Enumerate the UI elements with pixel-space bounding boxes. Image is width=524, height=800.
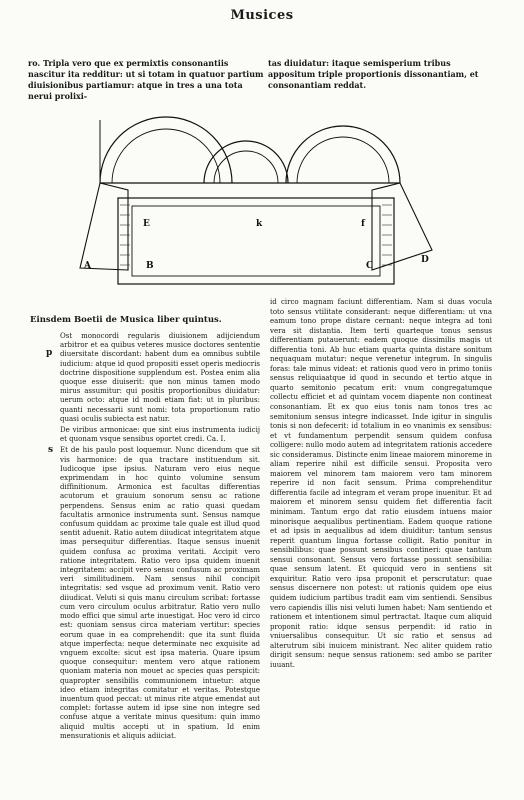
left-paragraph-1: Ost monocordi regularis diuisionem adijciendum arbitror et ea quibus veteres musice doctores sententie diuersitate discordant: habent dum ea omnibus subtile iudicium: atque id quod propositi esset operis mediocris doctrine dispositione supplendum est. Postea enim alia quoque esse diuiserit: que non minus tamen modo mirus assumitur: qui positis proportionibus diuidatur: uerum octo: atque id modi etiam fiat: ut in pluribus: quanti necessarii sunt nomi: tota proportionum ratio quasi oculis subiecta est natur. — [60, 332, 260, 423]
diagram-arc-middle-inner — [214, 151, 278, 183]
intro-text-right: tas diuidatur: itaque semisperium tribus appositum triple proportionis dissonantiam, et consonantiam reddat. — [268, 58, 479, 90]
diagram-arc-right-inner — [297, 137, 389, 183]
page-title: Musices — [230, 8, 294, 23]
left-bridge — [80, 183, 128, 270]
left-column-text — [60, 332, 260, 743]
label-d: D — [421, 255, 429, 265]
intro-text-left: ro. Tripla vero que ex permixtis consonantiis nascitur ita redditur: ut si totam in quatuor partium diuisionibus partiamur: atque in tres a una tota nerui prolixi- — [28, 58, 264, 101]
diagram-arc-large — [100, 117, 232, 183]
label-e: E — [143, 219, 150, 229]
left-paragraph-2: De viribus armonicae: que sint eius instrumenta iudicij et quonam vsque sensibus oportet credi. Ca. I. — [60, 426, 260, 444]
diagram-arc-large-inner — [112, 129, 220, 183]
label-b: B — [146, 261, 154, 271]
label-a: A — [84, 261, 91, 271]
label-c: C — [366, 261, 374, 271]
left-paragraph-3: Et de his paulo post loquemur. Nunc dicendum que sit vis harmonice: de qua tractare instituendum sit. Iudicoque ipse ipsius. Naturam vero eius neque exprimendam in hoc quinto volumine sensum diffinitionum. Armonica est facultas differentias acutorum et grauium sonorum sensu ac ratione perpendens. Sensus enim ac ratio quasi quedam facultatis armonice instrumenta sunt. Sensus namque confusum quiddam ac proxime tale quale est illud quod sentit aduenit. Ratio autem diiudicat integritatem atque imas persequitur differentias. Itaque sensus inuenit quidem confusa ac proxima veritati. Accipit vero ratione integritatem. Ratio vero ipsa quidem inuenit integritatem: accipit vero sensu confusum ac proximam veri similitudinem. Nam sensus nihil concipit integritatis: sed vsque ad proximum venit. Ratio vero diiudicat. Veluti si quis manu circulum scribat: fortasse cum vero circulum oculus arbitratur. Ratio vero nullo modo effici que simul arte inuestigat. Hoc vero id circo est: quoniam sensus circa materiam vertitur: species eorum quae in ea comprehendit: que ita sunt fluida atque imperfecta: neque determinate nec exquisite ad vnguem excolte: sicut est ipsa materia. Quare ipsum quoque consequitur: mentem vero atque rationem quoniam materia non mouet ac species quas perspicit: quapropter sensibilis communionem intuetur: atque ideo etiam integritas comitatur et veritas. Potestque inuentum quod peccat: ut minus rite atque emendat aut complet: fortasse autem id ipse sine non integre sed confuse atque a veritate minus quesitum: quin immo aliquid multis accepti ut in spatium. Id enim mensurationis et aliquis adiiciat. — [60, 446, 260, 740]
initial-s-marker: s — [48, 445, 54, 455]
right-hatching — [382, 205, 392, 265]
label-k: k — [256, 219, 263, 229]
right-paragraph-1: id circo magnam faciunt differentiam. Nam si duas vocula toto sensus vtilitate considerant: neque differentiam: ut vna eamum tono prope distare cernant: neque integra ad toni vera sit distantia. Item terti quarteque tonus sensus differentiam putauerunt: eadem quoque dissimilis magis ut differentia toni. Ab huc etiam quarta quinta distare sonitum nequaquam mutatur: neque verenetur integrum. In singulis foras: tale minus videat: et rationis quod vero in primo toniis sensus reliquiaatque id quod in secundo et tertio atque in quarto semitonio pecatum erit: vnum congregatumque collectu efficiet et ad quintam vocem diapente non contineat consonantiam. Et ex quo eius tonis nam tonos tres ac semitonium sensus integre indicasset. Inde igitur in singulis tonis si non defecerit: id totalium in eo vnanimis ex sensibus: et vt fundamentum perpendit sensum quidem confusa colligere: nullo modo autem ad integritatem rationis accedere sic consideramus. Distincte enim lineae maiorem minoreme in aliam reperire nihil est difficile sensui. Proposita vero maiorem vel minorem tam maiorem vero tam minorem reperire id non facit sensum. Prima comprehenditur differentia facile ad integram et veram prope inuenitur. Et ad maiorem et minorem sensu quidem fiet differentia facit minimam. Tantum ergo dat ratio eiusdem intuens maior minorisque aequalibus pertinentiam. Eadem quoque ratione et ad ipsis in aequalibus ad idem diuiditur: tantum sensus reperit quantum lingua fortasse colligit. Ratio ponitur in sensibilibus: quae possunt sensibus contineri: quae tantum sensui consonant. Sensus vero fortasse possunt sensibilia: quae sensum latent. Et quicquid vero in sentiens sit exquiritur. Ratio vero ipsa proponit et perscrutatur: quae sensus discernere non potest: ut rationis quidem ope eius quidem iudicium partibus tradit eam vim sentiendi. Sensibus vero capiendis illis nisi veluti lumen habet: Nam sentiendo et rationem et intentionem simul pertractat. Itaque cum aliquid proponit ratio: idque sensus perpendit: id ratio in vniuersalibus consequitur. Ut sic ratio et sensus ad alterutrum sibi inuicem ministrant. Nec aliter quidem ratio dirigit sensum: neque sensus rationem: sed ambo se pariter iuuant. — [270, 298, 492, 669]
soundbox-outer — [118, 198, 394, 284]
section-heading: Einsdem Boetii de Musica liber quintus. — [30, 315, 222, 325]
diagram-arc-middle — [204, 141, 288, 183]
diagram-arc-right — [286, 126, 400, 183]
initial-p-marker: p — [46, 348, 53, 358]
label-f: f — [361, 219, 365, 229]
soundbox-inner — [132, 206, 380, 276]
right-column-text — [270, 298, 492, 670]
